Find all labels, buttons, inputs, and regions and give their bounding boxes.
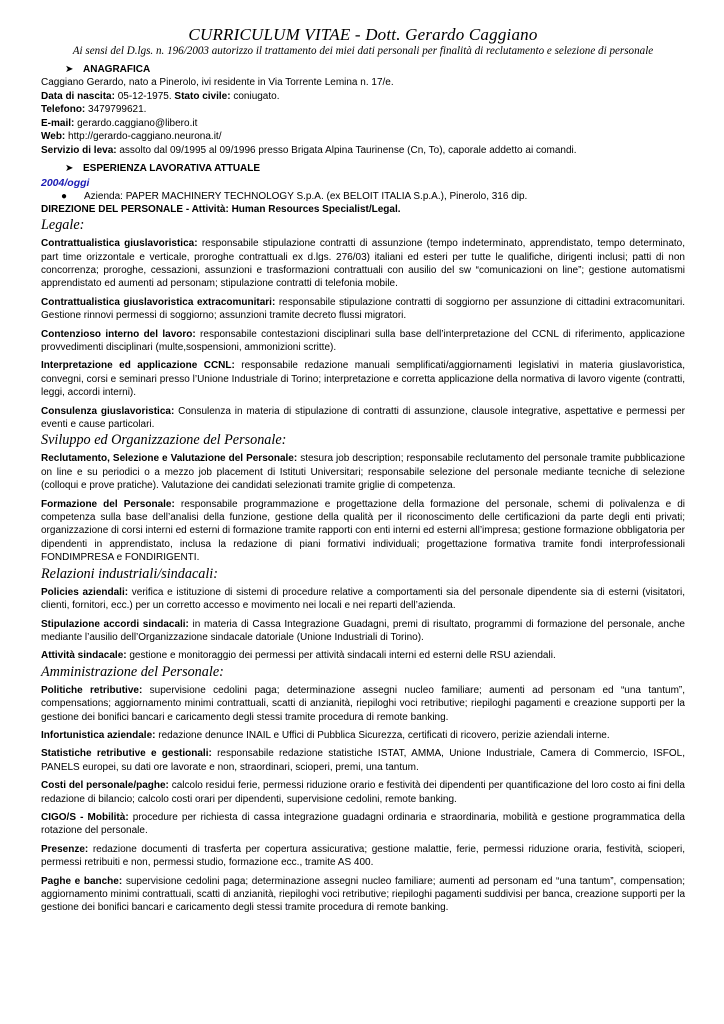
military-value: assolto dal 09/1995 al 09/1996 presso Brigata Alpina Taurinense (Cn, To), caporale addetto ai comandi.	[119, 144, 577, 156]
duty-label: Stipulazione accordi sindacali:	[41, 618, 189, 630]
civil-label: Stato civile:	[174, 90, 231, 102]
duty-text: in materia di Cassa Integrazione Guadagni, premi di risultato, programmi di formazione del personale, anche mediante l’ausilio dell’Organizzazione sindacale datoriale (Unione Industriali di Torino).	[41, 618, 685, 643]
duty-label: Presenze:	[41, 843, 89, 855]
duty-paragraph	[41, 811, 685, 838]
duty-label: Contrattualistica giuslavoristica extracomunitari:	[41, 296, 276, 308]
email-value[interactable]: gerardo.caggiano@libero.it	[77, 117, 198, 129]
duty-text: redazione denunce INAIL e Uffici di Pubblica Sicurezza, certificati di ricovero, perizie aziendali interne.	[158, 729, 610, 741]
experience-sections	[41, 216, 685, 915]
duty-text: supervisione cedolini paga; determinazione assegni nucleo familiare; aumenti ad personam ed “una tantum”, compensations; aggiornamento minimi contrattuali, scatti di anzianità, riepiloghi voci retributive; riepiloghi pagamenti e creazione supporti per la gestione dei bonifici bancari e caricamento degli stessi tramite procedura di remote banking.	[41, 684, 686, 723]
duty-label: Statistiche retributive e gestionali:	[41, 748, 212, 760]
company-text: Azienda: PAPER MACHINERY TECHNOLOGY S.p.A. (ex BELOIT ITALIA S.p.A.), Pinerolo, 316 dip.	[84, 190, 528, 202]
duty-text: Consulenza in materia di stipulazione di contratti di assunzione, clausole integrative, aspettative e permessi per eventi e cause particolari.	[41, 405, 685, 431]
email-line	[41, 117, 685, 131]
direction-line: DIREZIONE DEL PERSONALE - Attività: Human Resources Specialist/Legal.	[41, 203, 401, 215]
cv-page	[41, 25, 685, 915]
duty-paragraph	[41, 843, 685, 870]
duty-label: Policies aziendali:	[41, 586, 129, 598]
duty-paragraph	[41, 618, 685, 645]
duty-paragraph	[41, 405, 685, 432]
duty-label: Formazione del Personale:	[41, 498, 175, 510]
duty-text: responsabile stipulazione contratti di assunzione (tempo indeterminato, apprendistato, tempo determinato, part time orizzontale e verticale, proroghe contrattuali ex d.lgs. 276/03) italiani ed esteri per tutte le qualifiche, dirigenti inclusi; patti di non concorrenza; proroghe, cessazioni, assunzioni e trasformazioni contrattuali con ausilio del sw “comunicazioni on line”; gestione automatismi apprendistato ed aumenti ad personam; stipulazione contratti di telefonia mobile.	[41, 238, 686, 290]
duty-text: gestione e monitoraggio dei permessi per attività sindacali interni ed esterni delle RSU aziendali.	[129, 650, 556, 662]
duty-text: responsabile stipulazione contratti di soggiorno per assunzione di cittadini extracomunitari. Gestione rinnovi permessi di soggiorno; assunzioni tramite decreto flussi migratori.	[41, 296, 686, 322]
birth-value: 05-12-1975.	[117, 90, 172, 102]
anagrafica-label: ANAGRAFICA	[83, 64, 151, 75]
duty-text: procedure per richiesta di cassa integrazione guadagni ordinaria e straordinaria, mobilità e gestione programmatica della rotazione del personale.	[41, 811, 685, 837]
duty-label: Consulenza giuslavoristica:	[41, 405, 175, 417]
duty-label: Contrattualistica giuslavoristica:	[41, 238, 198, 250]
duty-text: calcolo residui ferie, permessi riduzione orario e festività dei dipendenti per quantificazione del loro costo ai fini della redazione di bilancio; calcolo costi orari per dipendenti, supervisione cedolini, remote banking.	[41, 780, 685, 805]
arrow-bullet-icon: ➤	[65, 64, 74, 75]
military-label: Servizio di leva:	[41, 144, 117, 156]
anagrafica-intro: Caggiano Gerardo, nato a Pinerolo, ivi residente in Via Torrente Lemina n. 17/e.	[41, 77, 394, 88]
duty-paragraph	[41, 498, 685, 565]
duty-text: responsabile contestazioni disciplinari sulla base dell’interpretazione del CCNL di riferimento, applicazione provvedimenti disciplinari (multe,sospensioni, ammonizioni scritte).	[41, 328, 685, 353]
section-anagrafica-heading	[41, 63, 685, 76]
birth-label: Data di nascita:	[41, 90, 115, 102]
duty-label: Paghe e banche:	[41, 875, 123, 887]
duty-paragraph	[41, 328, 685, 355]
duty-paragraph	[41, 237, 685, 291]
birth-line	[41, 90, 685, 104]
company-line	[41, 190, 685, 203]
military-line	[41, 144, 685, 158]
duty-label: CIGO/S - Mobilità:	[41, 811, 129, 823]
civil-value: coniugato.	[233, 90, 280, 102]
web-line	[41, 130, 685, 144]
duty-paragraph	[41, 684, 685, 724]
duty-paragraph	[41, 452, 685, 492]
duty-text: stesura job description; responsabile reclutamento del personale tramite pubblicazione on line e su periodici o a mezzo job placement di Istituti Universitari; responsabile selezione del personale mediante tecniche di selezione (colloqui e prove pratiche). Valutazione dei candidati selezionati tramite griglie di competenza.	[41, 453, 686, 492]
duty-text: verifica e istituzione di sistemi di procedure relative a comportamenti sia del personale dipendente sia di esterni (visitatori, clienti, fornitori, ecc.) per un corretto accesso e movimento nei locali e nei reparti dell’azienda.	[41, 586, 685, 612]
esperienza-label: ESPERIENZA LAVORATIVA ATTUALE	[83, 162, 261, 174]
section-heading: Amministrazione del Personale:	[41, 663, 224, 680]
duty-label: Politiche retributive:	[41, 684, 143, 696]
phone-label: Telefono:	[41, 104, 86, 116]
duty-text: supervisione cedolini paga; determinazione assegni nucleo familiare; aumenti ad personam ed “una tantum”, compensation; aggiornamento minimi contrattuali, scatti di anzianità, riepiloghi voci retributive; riepiloghi pagamenti suddivisi per banca, creazione supporti per la gestione dei bonifici bancari e caricamento degli stessi tramite procedura di remote banking.	[41, 875, 686, 914]
duty-text: responsabile redazione statistiche ISTAT, AMMA, Unione Industriale, Camera di Commercio, ISFOL, PANELS europei, su dati ore lavorate e non, straordinari, scioperi, premi, una tantum.	[41, 748, 685, 773]
duty-paragraph	[41, 747, 685, 774]
duty-paragraph	[41, 586, 685, 613]
period-label: 2004/oggi	[41, 176, 90, 189]
duty-label: Contenzioso interno del lavoro:	[41, 328, 196, 340]
duty-label: Interpretazione ed applicazione CCNL:	[41, 360, 235, 372]
phone-line	[41, 103, 685, 117]
duty-text: responsabile programmazione e progettazione della formazione del personale, schemi di polivalenza e di competenza sulla base dell’analisi della funzione, gestione della qualità per il riconoscimento delle certificazioni da parte degli enti privati; organizzazione di corsi interni ed esterni di formazione tramite rapporti con enti interni ed esterni all’impresa; gestione formazione obbligatoria per dipendenti in apprendistato, inclusa la redazione di piani formativi individuali; progettazione formativa tramite fondi interprofessionali FONDIMPRESA e FONDIRIGENTI.	[41, 498, 685, 564]
duty-paragraph	[41, 359, 685, 399]
duty-text: responsabile redazione manuali semplificati/aggiornamenti legislativi in materia giuslavoristica, convegni, corsi e seminari presso l’Unione Industriale di Torino; interpretazione e corretta applicazione della normativa di lavoro vigente (contratti, leggi, accordi interni).	[41, 360, 685, 399]
section-heading: Sviluppo ed Organizzazione del Personale:	[41, 432, 287, 449]
cv-title: CURRICULUM VITAE - Dott. Gerardo Caggiano	[188, 25, 538, 44]
section-esperienza-heading	[41, 162, 685, 175]
section-heading: Relazioni industriali/sindacali:	[41, 565, 218, 582]
phone-value: 3479799621.	[88, 104, 147, 116]
web-label: Web:	[41, 131, 66, 143]
duty-paragraph	[41, 649, 685, 662]
bullet-dot-icon: ●	[61, 190, 68, 202]
duty-label: Reclutamento, Selezione e Valutazione del Personale:	[41, 453, 298, 465]
web-value[interactable]: http://gerardo-caggiano.neurona.it/	[68, 131, 222, 143]
email-label: E-mail:	[41, 117, 75, 129]
duty-label: Attività sindacale:	[41, 650, 127, 662]
duty-paragraph	[41, 875, 685, 915]
duty-label: Costi del personale/paghe:	[41, 780, 169, 792]
duty-paragraph	[41, 779, 685, 806]
duty-text: redazione documenti di trasferta per copertura assicurativa; gestione malattie, ferie, permessi riduzione oraria, festività, scioperi, permessi retribuiti e non, permessi studio, formazione ecc., tramite AS 400.	[41, 843, 686, 869]
arrow-bullet-icon: ➤	[65, 162, 74, 174]
privacy-subtitle: Ai sensi del D.lgs. n. 196/2003 autorizzo il trattamento dei miei dati personali per finalità di reclutamento e selezione di personale	[72, 45, 654, 57]
section-heading: Legale:	[41, 217, 85, 234]
duty-paragraph	[41, 729, 685, 742]
duty-paragraph	[41, 296, 685, 323]
duty-label: Infortunistica aziendale:	[41, 729, 156, 741]
